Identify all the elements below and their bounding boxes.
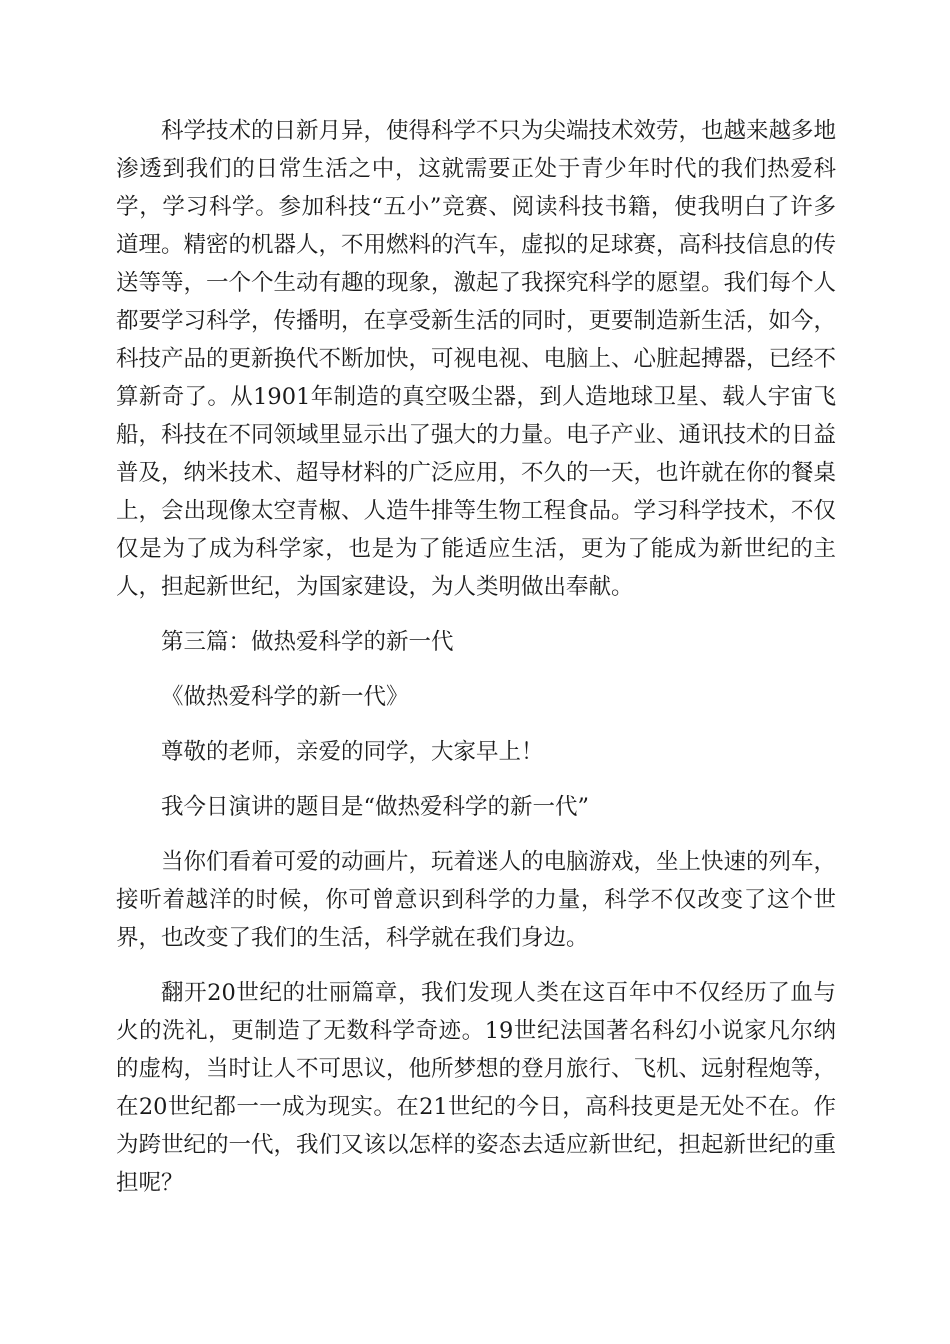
document-page — [116, 112, 836, 1219]
body-paragraph: 科学技术的日新月异，使得科学不只为尖端技术效劳，也越来越多地渗透到我们的日常生活之中，这就需要正处于青少年时代的我们热爱科学，学习科学。参加科技“五小”竞赛、阅读科技书籍，使我明白了许多道理。精密的机器人，不用燃料的汽车，虚拟的足球赛，高科技信息的传送等等，一个个生动有趣的现象，激起了我探究科学的愿望。我们每个人都要学习科学，传播明，在享受新生活的同时，更要制造新生活，如今，科技产品的更新换代不断加快，可视电视、电脑上、心脏起搏器，已经不算新奇了。从1901年制造的真空吸尘器，到人造地球卫星、载人宇宙飞船，科技在不同领域里显示出了强大的力量。电子产业、通讯技术的日益普及，纳米技术、超导材料的广泛应用，不久的一天，也许就在你的餐桌上，会出现像太空青椒、人造牛排等生物工程食品。学习科学技术，不仅仅是为了成为科学家，也是为了能适应生活，更为了能成为新世纪的主人，担起新世纪，为国家建设，为人类明做出奉献。 — [116, 118, 837, 600]
speech-title: 《做热爱科学的新一代》 — [161, 684, 409, 710]
body-paragraph: 翻开20世纪的壮丽篇章，我们发现人类在这百年中不仅经历了血与火的洗礼，更制造了无数科学奇迹。19世纪法国著名科幻小说家凡尔纳的虚构，当时让人不可思议，他所梦想的登月旅行、飞机、远射程炮等，在20世纪都一一成为现实。在21世纪的今日，高科技更是无处不在。作为跨世纪的一代，我们又该以怎样的姿态去适应新世纪，担起新世纪的重担呢？ — [116, 980, 837, 1196]
body-paragraph: 当你们看着可爱的动画片，玩着迷人的电脑游戏，坐上快速的列车，接听着越洋的时候，你可曾意识到科学的力量，科学不仅改变了这个世界，也改变了我们的生活，科学就在我们身边。 — [116, 849, 837, 951]
greeting-line: 尊敬的老师，亲爱的同学，大家早上！ — [161, 739, 544, 765]
section-heading: 第三篇：做热爱科学的新一代 — [161, 629, 454, 655]
topic-line: 我今日演讲的题目是“做热爱科学的新一代” — [161, 794, 590, 820]
